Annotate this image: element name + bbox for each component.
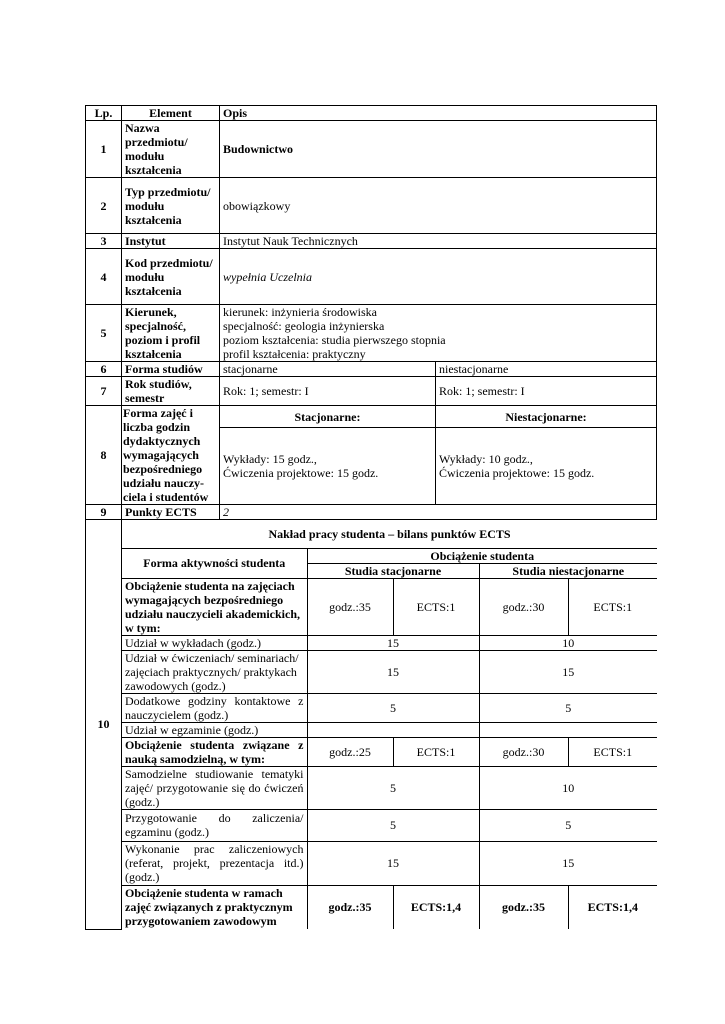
balance-row-practical bbox=[122, 885, 657, 929]
full-time-value: 5 bbox=[307, 693, 479, 722]
row-element: Typ przedmiotu/ modułu kształcenia bbox=[122, 178, 220, 234]
activity-label: Udział w wykładach (godz.) bbox=[122, 635, 307, 650]
full-time-value: 5 bbox=[307, 809, 479, 841]
part-time-value: 10 bbox=[479, 635, 657, 650]
row-element: Instytut bbox=[122, 234, 220, 249]
row-element: Kod przedmiotu/ modułu kształcenia bbox=[122, 249, 220, 305]
header-row bbox=[86, 106, 657, 121]
course-card-table bbox=[85, 105, 657, 930]
part-time-value: 15 bbox=[479, 650, 657, 693]
full-time-hours: godz.:35 bbox=[307, 578, 393, 635]
row-number: 7 bbox=[86, 377, 122, 406]
row-element: Forma zajęć i liczba godzin dydaktycznych wymagających bezpośredniego udziału nauczy-ciela i studentów bbox=[122, 406, 220, 505]
part-time-hours: godz.:30 bbox=[479, 578, 568, 635]
year-semester-full-time: Rok: 1; semestr: I bbox=[220, 377, 436, 406]
part-time-ects: ECTS:1 bbox=[568, 737, 657, 766]
part-time-hours bbox=[436, 428, 657, 505]
full-time-hours bbox=[220, 428, 436, 505]
study-form-full-time: stacjonarne bbox=[220, 362, 436, 377]
header-element: Element bbox=[122, 106, 220, 121]
activity-label: Dodatkowe godziny kontaktowe z nauczycielem (godz.) bbox=[122, 693, 307, 722]
row-5 bbox=[86, 305, 657, 362]
institute: Instytut Nauk Technicznych bbox=[220, 234, 657, 249]
part-time-value: 10 bbox=[479, 766, 657, 809]
full-time-value: 15 bbox=[307, 650, 479, 693]
full-time-ects: ECTS:1 bbox=[393, 578, 479, 635]
part-time-ects: ECTS:1,4 bbox=[568, 885, 657, 929]
row-2 bbox=[86, 178, 657, 234]
course-code: wypełnia Uczelnia bbox=[220, 249, 657, 305]
row-number: 5 bbox=[86, 305, 122, 362]
row-number: 1 bbox=[86, 121, 122, 178]
load-header: Obciążenie studenta bbox=[307, 548, 657, 563]
row-8-head bbox=[86, 406, 657, 428]
balance-row-self-study bbox=[122, 737, 657, 766]
activity-label: Obciążenie studenta na zajęciach wymagających bezpośredniego udziału nauczycieli akademickich, w tym: bbox=[122, 578, 307, 635]
part-time-value bbox=[479, 722, 657, 737]
activity-header: Forma aktywności studenta bbox=[122, 548, 307, 578]
activity-label: Samodzielne studiowanie tematyki zajęć/ przygotowanie się do ćwiczeń (godz.) bbox=[122, 766, 307, 809]
full-time-ects: ECTS:1,4 bbox=[393, 885, 479, 929]
part-time-hours: godz.:35 bbox=[479, 885, 568, 929]
balance-row-assignments bbox=[122, 841, 657, 885]
full-time-value bbox=[307, 722, 479, 737]
row-number: 3 bbox=[86, 234, 122, 249]
row-number: 4 bbox=[86, 249, 122, 305]
part-time-value: 5 bbox=[479, 693, 657, 722]
ects-points: 2 bbox=[220, 505, 657, 520]
part-time-header: Niestacjonarne: bbox=[436, 406, 657, 428]
row-element: Kierunek, specjalność, poziom i profil kształcenia bbox=[122, 305, 220, 362]
row-element: Punkty ECTS bbox=[122, 505, 220, 520]
course-type: obowiązkowy bbox=[220, 178, 657, 234]
study-form-part-time: niestacjonarne bbox=[436, 362, 657, 377]
balance-title: Nakład pracy studenta – bilans punktów ECTS bbox=[122, 520, 657, 548]
program-line: profil kształcenia: praktyczny bbox=[223, 347, 366, 361]
hours-line: Wykłady: 15 godz., bbox=[223, 452, 317, 467]
full-time-value: 15 bbox=[307, 635, 479, 650]
row-3 bbox=[86, 234, 657, 249]
full-time-studies-header: Studia stacjonarne bbox=[307, 563, 479, 578]
part-time-value: 15 bbox=[479, 841, 657, 885]
balance-row-exam bbox=[122, 722, 657, 737]
activity-label: Udział w egzaminie (godz.) bbox=[122, 722, 307, 737]
balance-row-contact bbox=[122, 578, 657, 635]
balance-row-contact-hours bbox=[122, 693, 657, 722]
row-element: Forma studiów bbox=[122, 362, 220, 377]
row-number: 6 bbox=[86, 362, 122, 377]
ects-balance-table bbox=[122, 520, 657, 929]
row-element: Rok studiów, semestr bbox=[122, 377, 220, 406]
full-time-ects: ECTS:1 bbox=[393, 737, 479, 766]
balance-title-row bbox=[122, 520, 657, 548]
full-time-value: 5 bbox=[307, 766, 479, 809]
part-time-value: 5 bbox=[479, 809, 657, 841]
full-time-hours: godz.:35 bbox=[307, 885, 393, 929]
row-7 bbox=[86, 377, 657, 406]
part-time-hours: godz.:30 bbox=[479, 737, 568, 766]
activity-label: Obciążenie studenta w ramach zajęć związanych z praktycznym przygotowaniem zawodowym bbox=[122, 885, 307, 929]
hours-line: Wykłady: 10 godz., bbox=[439, 452, 533, 467]
header-lp: Lp. bbox=[86, 106, 122, 121]
activity-label: Przygotowanie do zaliczenia/ egzaminu (godz.) bbox=[122, 809, 307, 841]
course-name: Budownictwo bbox=[220, 121, 657, 178]
program-line: kierunek: inżynieria środowiska bbox=[223, 305, 377, 319]
row-number: 8 bbox=[86, 406, 122, 505]
row-9 bbox=[86, 505, 657, 520]
row-6 bbox=[86, 362, 657, 377]
activity-label: Obciążenie studenta związane z nauką samodzielną, w tym: bbox=[122, 737, 307, 766]
program-line: specjalność: geologia inżynierska bbox=[223, 319, 385, 333]
full-time-hours: godz.:25 bbox=[307, 737, 393, 766]
full-time-header: Stacjonarne: bbox=[220, 406, 436, 428]
program-details bbox=[220, 305, 657, 362]
hours-line: Ćwiczenia projektowe: 15 godz. bbox=[439, 466, 595, 481]
part-time-studies-header: Studia niestacjonarne bbox=[479, 563, 657, 578]
row-1 bbox=[86, 121, 657, 178]
balance-head-row bbox=[122, 548, 657, 563]
part-time-ects: ECTS:1 bbox=[568, 578, 657, 635]
row-number: 10 bbox=[86, 520, 122, 930]
row-10 bbox=[86, 520, 657, 930]
program-line: poziom kształcenia: studia pierwszego stopnia bbox=[223, 333, 446, 347]
balance-row-studying bbox=[122, 766, 657, 809]
ects-balance-cell bbox=[122, 520, 657, 930]
balance-row-lectures bbox=[122, 635, 657, 650]
balance-row-exercises bbox=[122, 650, 657, 693]
header-opis: Opis bbox=[220, 106, 657, 121]
activity-label: Wykonanie prac zaliczeniowych (referat, projekt, prezentacja itd.) (godz.) bbox=[122, 841, 307, 885]
row-element: Nazwa przedmiotu/ modułu kształcenia bbox=[122, 121, 220, 178]
year-semester-part-time: Rok: 1; semestr: I bbox=[436, 377, 657, 406]
activity-label: Udział w ćwiczeniach/ seminariach/ zajęciach praktycznych/ praktykach zawodowych (godz.) bbox=[122, 650, 307, 693]
hours-line: Ćwiczenia projektowe: 15 godz. bbox=[223, 466, 379, 481]
full-time-value: 15 bbox=[307, 841, 479, 885]
row-4 bbox=[86, 249, 657, 305]
row-number: 2 bbox=[86, 178, 122, 234]
row-number: 9 bbox=[86, 505, 122, 520]
balance-row-exam-prep bbox=[122, 809, 657, 841]
